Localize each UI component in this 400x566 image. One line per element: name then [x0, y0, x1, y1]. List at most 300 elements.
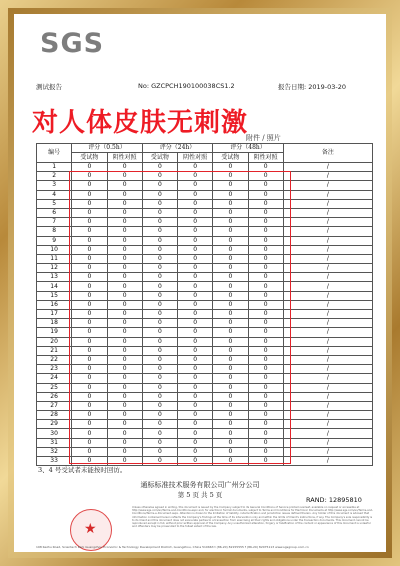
table-row	[37, 172, 373, 181]
score-cell: 0	[142, 328, 177, 337]
score-cell: 0	[107, 383, 142, 392]
row-number: 27	[37, 401, 72, 410]
note-cell: /	[283, 438, 372, 447]
score-cell: 0	[142, 273, 177, 282]
row-number: 15	[37, 291, 72, 300]
score-cell: 0	[142, 291, 177, 300]
score-cell: 0	[213, 337, 248, 346]
score-cell: 0	[142, 337, 177, 346]
score-cell: 0	[107, 163, 142, 172]
row-number: 12	[37, 264, 72, 273]
score-cell: 0	[213, 291, 248, 300]
score-cell: 0	[72, 273, 107, 282]
score-cell: 0	[72, 438, 107, 447]
score-cell: 0	[142, 218, 177, 227]
table-row	[37, 190, 373, 199]
score-cell: 0	[213, 172, 248, 181]
score-cell: 0	[213, 218, 248, 227]
score-cell: 0	[248, 163, 283, 172]
row-number: 7	[37, 218, 72, 227]
score-cell: 0	[72, 254, 107, 263]
score-cell: 0	[248, 199, 283, 208]
score-cell: 0	[213, 401, 248, 410]
score-cell: 0	[213, 236, 248, 245]
score-cell: 0	[178, 365, 213, 374]
score-cell: 0	[107, 420, 142, 429]
score-cell: 0	[107, 337, 142, 346]
report-label: 测试报告	[36, 83, 62, 91]
score-cell: 0	[178, 383, 213, 392]
note-cell: /	[283, 273, 372, 282]
score-cell: 0	[178, 199, 213, 208]
score-cell: 0	[248, 438, 283, 447]
table-row	[37, 355, 373, 364]
score-cell: 0	[248, 411, 283, 420]
score-cell: 0	[213, 319, 248, 328]
table-row	[37, 438, 373, 447]
score-cell: 0	[72, 181, 107, 190]
score-cell: 0	[72, 383, 107, 392]
score-cell: 0	[107, 328, 142, 337]
score-cell: 0	[107, 273, 142, 282]
score-cell: 0	[178, 429, 213, 438]
score-cell: 0	[142, 199, 177, 208]
row-number: 26	[37, 392, 72, 401]
score-cell: 0	[178, 264, 213, 273]
group-header-05h: 评分（0.5h）	[72, 144, 143, 153]
score-cell: 0	[248, 365, 283, 374]
score-cell: 0	[213, 310, 248, 319]
note-cell: /	[283, 227, 372, 236]
score-cell: 0	[72, 190, 107, 199]
score-cell: 0	[107, 457, 142, 466]
overlay-title: 对人体皮肤无刺激	[32, 108, 249, 138]
score-cell: 0	[142, 429, 177, 438]
score-cell: 0	[107, 208, 142, 217]
score-cell: 0	[178, 236, 213, 245]
score-cell: 0	[213, 365, 248, 374]
score-cell: 0	[248, 310, 283, 319]
table-row	[37, 310, 373, 319]
note-cell: /	[283, 457, 372, 466]
score-cell: 0	[248, 245, 283, 254]
score-cell: 0	[213, 429, 248, 438]
table-row	[37, 429, 373, 438]
table-row	[37, 181, 373, 190]
score-cell: 0	[178, 208, 213, 217]
score-cell: 0	[142, 181, 177, 190]
note-cell: /	[283, 300, 372, 309]
row-number: 14	[37, 282, 72, 291]
table-row	[37, 319, 373, 328]
score-cell: 0	[142, 355, 177, 364]
note-cell: /	[283, 374, 372, 383]
score-cell: 0	[142, 319, 177, 328]
row-number: 19	[37, 328, 72, 337]
report-page	[14, 14, 386, 552]
score-cell: 0	[213, 254, 248, 263]
score-cell: 0	[142, 346, 177, 355]
score-cell: 0	[248, 429, 283, 438]
row-number: 28	[37, 411, 72, 420]
score-cell: 0	[178, 337, 213, 346]
score-cell: 0	[142, 172, 177, 181]
score-cell: 0	[213, 383, 248, 392]
note-cell: /	[283, 365, 372, 374]
score-cell: 0	[178, 282, 213, 291]
row-number: 1	[37, 163, 72, 172]
row-number: 8	[37, 227, 72, 236]
row-number: 3	[37, 181, 72, 190]
score-cell: 0	[107, 190, 142, 199]
score-cell: 0	[107, 319, 142, 328]
score-cell: 0	[178, 411, 213, 420]
row-number: 32	[37, 447, 72, 456]
row-number: 4	[37, 190, 72, 199]
group-header-24h: 评分（24h）	[142, 144, 213, 153]
table-row	[37, 236, 373, 245]
row-number: 22	[37, 355, 72, 364]
score-cell: 0	[213, 420, 248, 429]
score-cell: 0	[178, 328, 213, 337]
table-row	[37, 447, 373, 456]
score-cell: 0	[107, 199, 142, 208]
score-cell: 0	[107, 310, 142, 319]
seal-star-icon: ★	[84, 521, 97, 537]
note-cell: /	[283, 218, 372, 227]
score-cell: 0	[248, 420, 283, 429]
score-cell: 0	[107, 429, 142, 438]
sgs-logo: SGS	[40, 28, 105, 59]
note-cell: /	[283, 181, 372, 190]
score-cell: 0	[248, 190, 283, 199]
row-number: 24	[37, 374, 72, 383]
score-cell: 0	[107, 355, 142, 364]
score-cell: 0	[72, 346, 107, 355]
sub-header-control: 阴性对照	[107, 153, 142, 163]
score-cell: 0	[72, 208, 107, 217]
score-cell: 0	[248, 346, 283, 355]
table-row	[37, 273, 373, 282]
score-cell: 0	[178, 163, 213, 172]
score-cell: 0	[213, 457, 248, 466]
score-cell: 0	[178, 319, 213, 328]
score-cell: 0	[178, 300, 213, 309]
score-cell: 0	[248, 264, 283, 273]
note-cell: /	[283, 264, 372, 273]
note-cell: /	[283, 355, 372, 364]
table-row	[37, 328, 373, 337]
score-cell: 0	[142, 163, 177, 172]
score-cell: 0	[107, 438, 142, 447]
score-cell: 0	[213, 282, 248, 291]
score-cell: 0	[107, 365, 142, 374]
score-cell: 0	[248, 392, 283, 401]
score-cell: 0	[142, 420, 177, 429]
note-cell: /	[283, 429, 372, 438]
score-cell: 0	[248, 401, 283, 410]
sub-header-test: 受试物	[142, 153, 177, 163]
note-cell: /	[283, 337, 372, 346]
row-number: 29	[37, 420, 72, 429]
sub-header-test: 受试物	[213, 153, 248, 163]
score-cell: 0	[72, 411, 107, 420]
note-cell: /	[283, 328, 372, 337]
row-number: 5	[37, 199, 72, 208]
report-number: No: GZCPCH190100038CS1.2	[138, 82, 235, 90]
score-cell: 0	[178, 438, 213, 447]
score-cell: 0	[107, 411, 142, 420]
score-cell: 0	[72, 355, 107, 364]
table-row	[37, 291, 373, 300]
row-number: 33	[37, 457, 72, 466]
note-cell: /	[283, 420, 372, 429]
note-cell: /	[283, 291, 372, 300]
score-cell: 0	[72, 319, 107, 328]
score-cell: 0	[213, 328, 248, 337]
score-cell: 0	[107, 447, 142, 456]
note-cell: /	[283, 254, 372, 263]
score-cell: 0	[72, 172, 107, 181]
score-cell: 0	[142, 236, 177, 245]
table-row	[37, 300, 373, 309]
score-cell: 0	[213, 163, 248, 172]
score-cell: 0	[142, 245, 177, 254]
table-row	[37, 199, 373, 208]
score-cell: 0	[142, 392, 177, 401]
score-cell: 0	[107, 264, 142, 273]
score-cell: 0	[72, 392, 107, 401]
score-cell: 0	[248, 355, 283, 364]
score-cell: 0	[178, 457, 213, 466]
score-cell: 0	[213, 181, 248, 190]
score-cell: 0	[107, 346, 142, 355]
score-cell: 0	[213, 374, 248, 383]
score-cell: 0	[213, 273, 248, 282]
table-row	[37, 163, 373, 172]
note-cell: /	[283, 401, 372, 410]
score-cell: 0	[142, 190, 177, 199]
note-cell: /	[283, 208, 372, 217]
score-cell: 0	[72, 374, 107, 383]
group-header-48h: 评分（48h）	[213, 144, 284, 153]
table-row	[37, 374, 373, 383]
score-cell: 0	[248, 328, 283, 337]
table-row	[37, 420, 373, 429]
row-number: 31	[37, 438, 72, 447]
score-cell: 0	[72, 300, 107, 309]
score-cell: 0	[72, 227, 107, 236]
score-cell: 0	[178, 401, 213, 410]
score-cell: 0	[142, 383, 177, 392]
score-cell: 0	[178, 291, 213, 300]
score-cell: 0	[213, 447, 248, 456]
score-cell: 0	[178, 181, 213, 190]
score-cell: 0	[72, 365, 107, 374]
footnote: 3、4 号受试者未能按时回访。	[38, 466, 127, 474]
score-cell: 0	[142, 457, 177, 466]
score-cell: 0	[72, 457, 107, 466]
score-cell: 0	[142, 254, 177, 263]
score-cell: 0	[178, 218, 213, 227]
note-cell: /	[283, 172, 372, 181]
note-cell: /	[283, 245, 372, 254]
score-cell: 0	[72, 447, 107, 456]
rand-number: RAND: 12895810	[306, 496, 362, 504]
score-cell: 0	[178, 355, 213, 364]
row-number: 6	[37, 208, 72, 217]
sub-header-control: 阴性对照	[178, 153, 213, 163]
score-cell: 0	[178, 420, 213, 429]
score-cell: 0	[248, 254, 283, 263]
note-cell: /	[283, 282, 372, 291]
row-number: 18	[37, 319, 72, 328]
note-cell: /	[283, 383, 372, 392]
note-cell: /	[283, 236, 372, 245]
score-cell: 0	[72, 236, 107, 245]
results-table	[36, 143, 373, 466]
score-cell: 0	[248, 208, 283, 217]
row-number: 9	[37, 236, 72, 245]
score-cell: 0	[142, 282, 177, 291]
score-cell: 0	[72, 429, 107, 438]
score-cell: 0	[213, 438, 248, 447]
note-cell: /	[283, 310, 372, 319]
score-cell: 0	[213, 300, 248, 309]
table-row	[37, 392, 373, 401]
score-cell: 0	[178, 392, 213, 401]
score-cell: 0	[213, 346, 248, 355]
score-cell: 0	[213, 392, 248, 401]
score-cell: 0	[72, 245, 107, 254]
score-cell: 0	[178, 273, 213, 282]
score-cell: 0	[213, 208, 248, 217]
table-row	[37, 245, 373, 254]
score-cell: 0	[248, 273, 283, 282]
score-cell: 0	[248, 319, 283, 328]
score-cell: 0	[107, 392, 142, 401]
score-cell: 0	[178, 447, 213, 456]
note-cell: /	[283, 163, 372, 172]
score-cell: 0	[178, 227, 213, 236]
table-row	[37, 346, 373, 355]
score-cell: 0	[248, 457, 283, 466]
table-row	[37, 337, 373, 346]
row-number: 23	[37, 365, 72, 374]
score-cell: 0	[107, 401, 142, 410]
score-cell: 0	[72, 282, 107, 291]
score-cell: 0	[72, 310, 107, 319]
score-cell: 0	[107, 254, 142, 263]
score-cell: 0	[248, 227, 283, 236]
score-cell: 0	[213, 264, 248, 273]
score-cell: 0	[72, 264, 107, 273]
score-cell: 0	[72, 420, 107, 429]
row-number: 25	[37, 383, 72, 392]
score-cell: 0	[248, 172, 283, 181]
score-cell: 0	[107, 245, 142, 254]
note-cell: /	[283, 199, 372, 208]
table-row	[37, 401, 373, 410]
score-cell: 0	[72, 401, 107, 410]
score-cell: 0	[248, 181, 283, 190]
score-cell: 0	[213, 190, 248, 199]
score-cell: 0	[107, 218, 142, 227]
score-cell: 0	[72, 337, 107, 346]
row-number: 16	[37, 300, 72, 309]
score-cell: 0	[178, 190, 213, 199]
score-cell: 0	[248, 383, 283, 392]
row-number: 13	[37, 273, 72, 282]
score-cell: 0	[72, 199, 107, 208]
score-cell: 0	[213, 227, 248, 236]
score-cell: 0	[248, 291, 283, 300]
score-cell: 0	[178, 374, 213, 383]
score-cell: 0	[107, 181, 142, 190]
note-cell: /	[283, 346, 372, 355]
score-cell: 0	[248, 374, 283, 383]
table-row	[37, 208, 373, 217]
score-cell: 0	[142, 447, 177, 456]
score-cell: 0	[142, 365, 177, 374]
note-cell: /	[283, 190, 372, 199]
score-cell: 0	[107, 236, 142, 245]
score-cell: 0	[178, 245, 213, 254]
table-row	[37, 218, 373, 227]
footer-address: 198 Kezhu Road, Scientech Park Guangzhou Economic & Technology Development District, Guangzhou, China 510663 t (86-20) 82155555 f (86-20) 82075113 www.sgsgroup.com.cn	[36, 545, 309, 549]
table-row	[37, 411, 373, 420]
score-cell: 0	[248, 282, 283, 291]
score-cell: 0	[178, 346, 213, 355]
score-cell: 0	[248, 447, 283, 456]
score-cell: 0	[72, 218, 107, 227]
terms-fine-print: Unless otherwise agreed in writing, this document is issued by the Company subject to its General Conditions of Service printed overleaf, available on request or accessible at http://www.sgs.com/en/Terms-and-Conditions.aspx and, for electronic format documents, subject to Terms and Conditions for Electronic Documents at http://www.sgs.com/en/Terms-and-Conditions/Terms-e-Document.aspx. Attention is drawn to the limitation of liability, indemnification and jurisdiction issues defined therein. Any holder of this document is advised that information contained hereon reflects the Company's findings at the time of its intervention only and within the limits of Client's instructions, if any. The Company's sole responsibility is to its Client and this document does not exonerate parties to a transaction from exercising all their rights and obligations under the transaction documents. This document cannot be reproduced except in full, without prior written approval of the Company. Any unauthorized alteration, forgery or falsification of the content or appearance of this document is unlawful and offenders may be prosecuted to the fullest extent of the law.	[132, 506, 373, 529]
score-cell: 0	[248, 300, 283, 309]
score-cell: 0	[142, 264, 177, 273]
col-header-note: 备注	[283, 144, 372, 163]
col-header-no: 编号	[37, 144, 72, 163]
row-number: 2	[37, 172, 72, 181]
score-cell: 0	[72, 291, 107, 300]
score-cell: 0	[142, 227, 177, 236]
table-row	[37, 383, 373, 392]
table-title: 附件 / 照片	[246, 134, 281, 142]
score-cell: 0	[178, 254, 213, 263]
score-cell: 0	[107, 300, 142, 309]
sub-header-test: 受试物	[72, 153, 107, 163]
note-cell: /	[283, 392, 372, 401]
score-cell: 0	[142, 374, 177, 383]
table-row	[37, 254, 373, 263]
score-cell: 0	[213, 411, 248, 420]
score-cell: 0	[178, 172, 213, 181]
row-number: 10	[37, 245, 72, 254]
score-cell: 0	[107, 291, 142, 300]
table-row	[37, 365, 373, 374]
score-cell: 0	[72, 328, 107, 337]
score-cell: 0	[142, 438, 177, 447]
score-cell: 0	[248, 236, 283, 245]
row-number: 11	[37, 254, 72, 263]
company-name: 通标标准技术服务有限公司广州分公司	[140, 481, 260, 489]
report-date: 报告日期: 2019-03-20	[278, 83, 347, 91]
score-cell: 0	[178, 310, 213, 319]
score-cell: 0	[248, 218, 283, 227]
score-cell: 0	[213, 245, 248, 254]
score-cell: 0	[248, 337, 283, 346]
score-cell: 0	[107, 282, 142, 291]
note-cell: /	[283, 319, 372, 328]
